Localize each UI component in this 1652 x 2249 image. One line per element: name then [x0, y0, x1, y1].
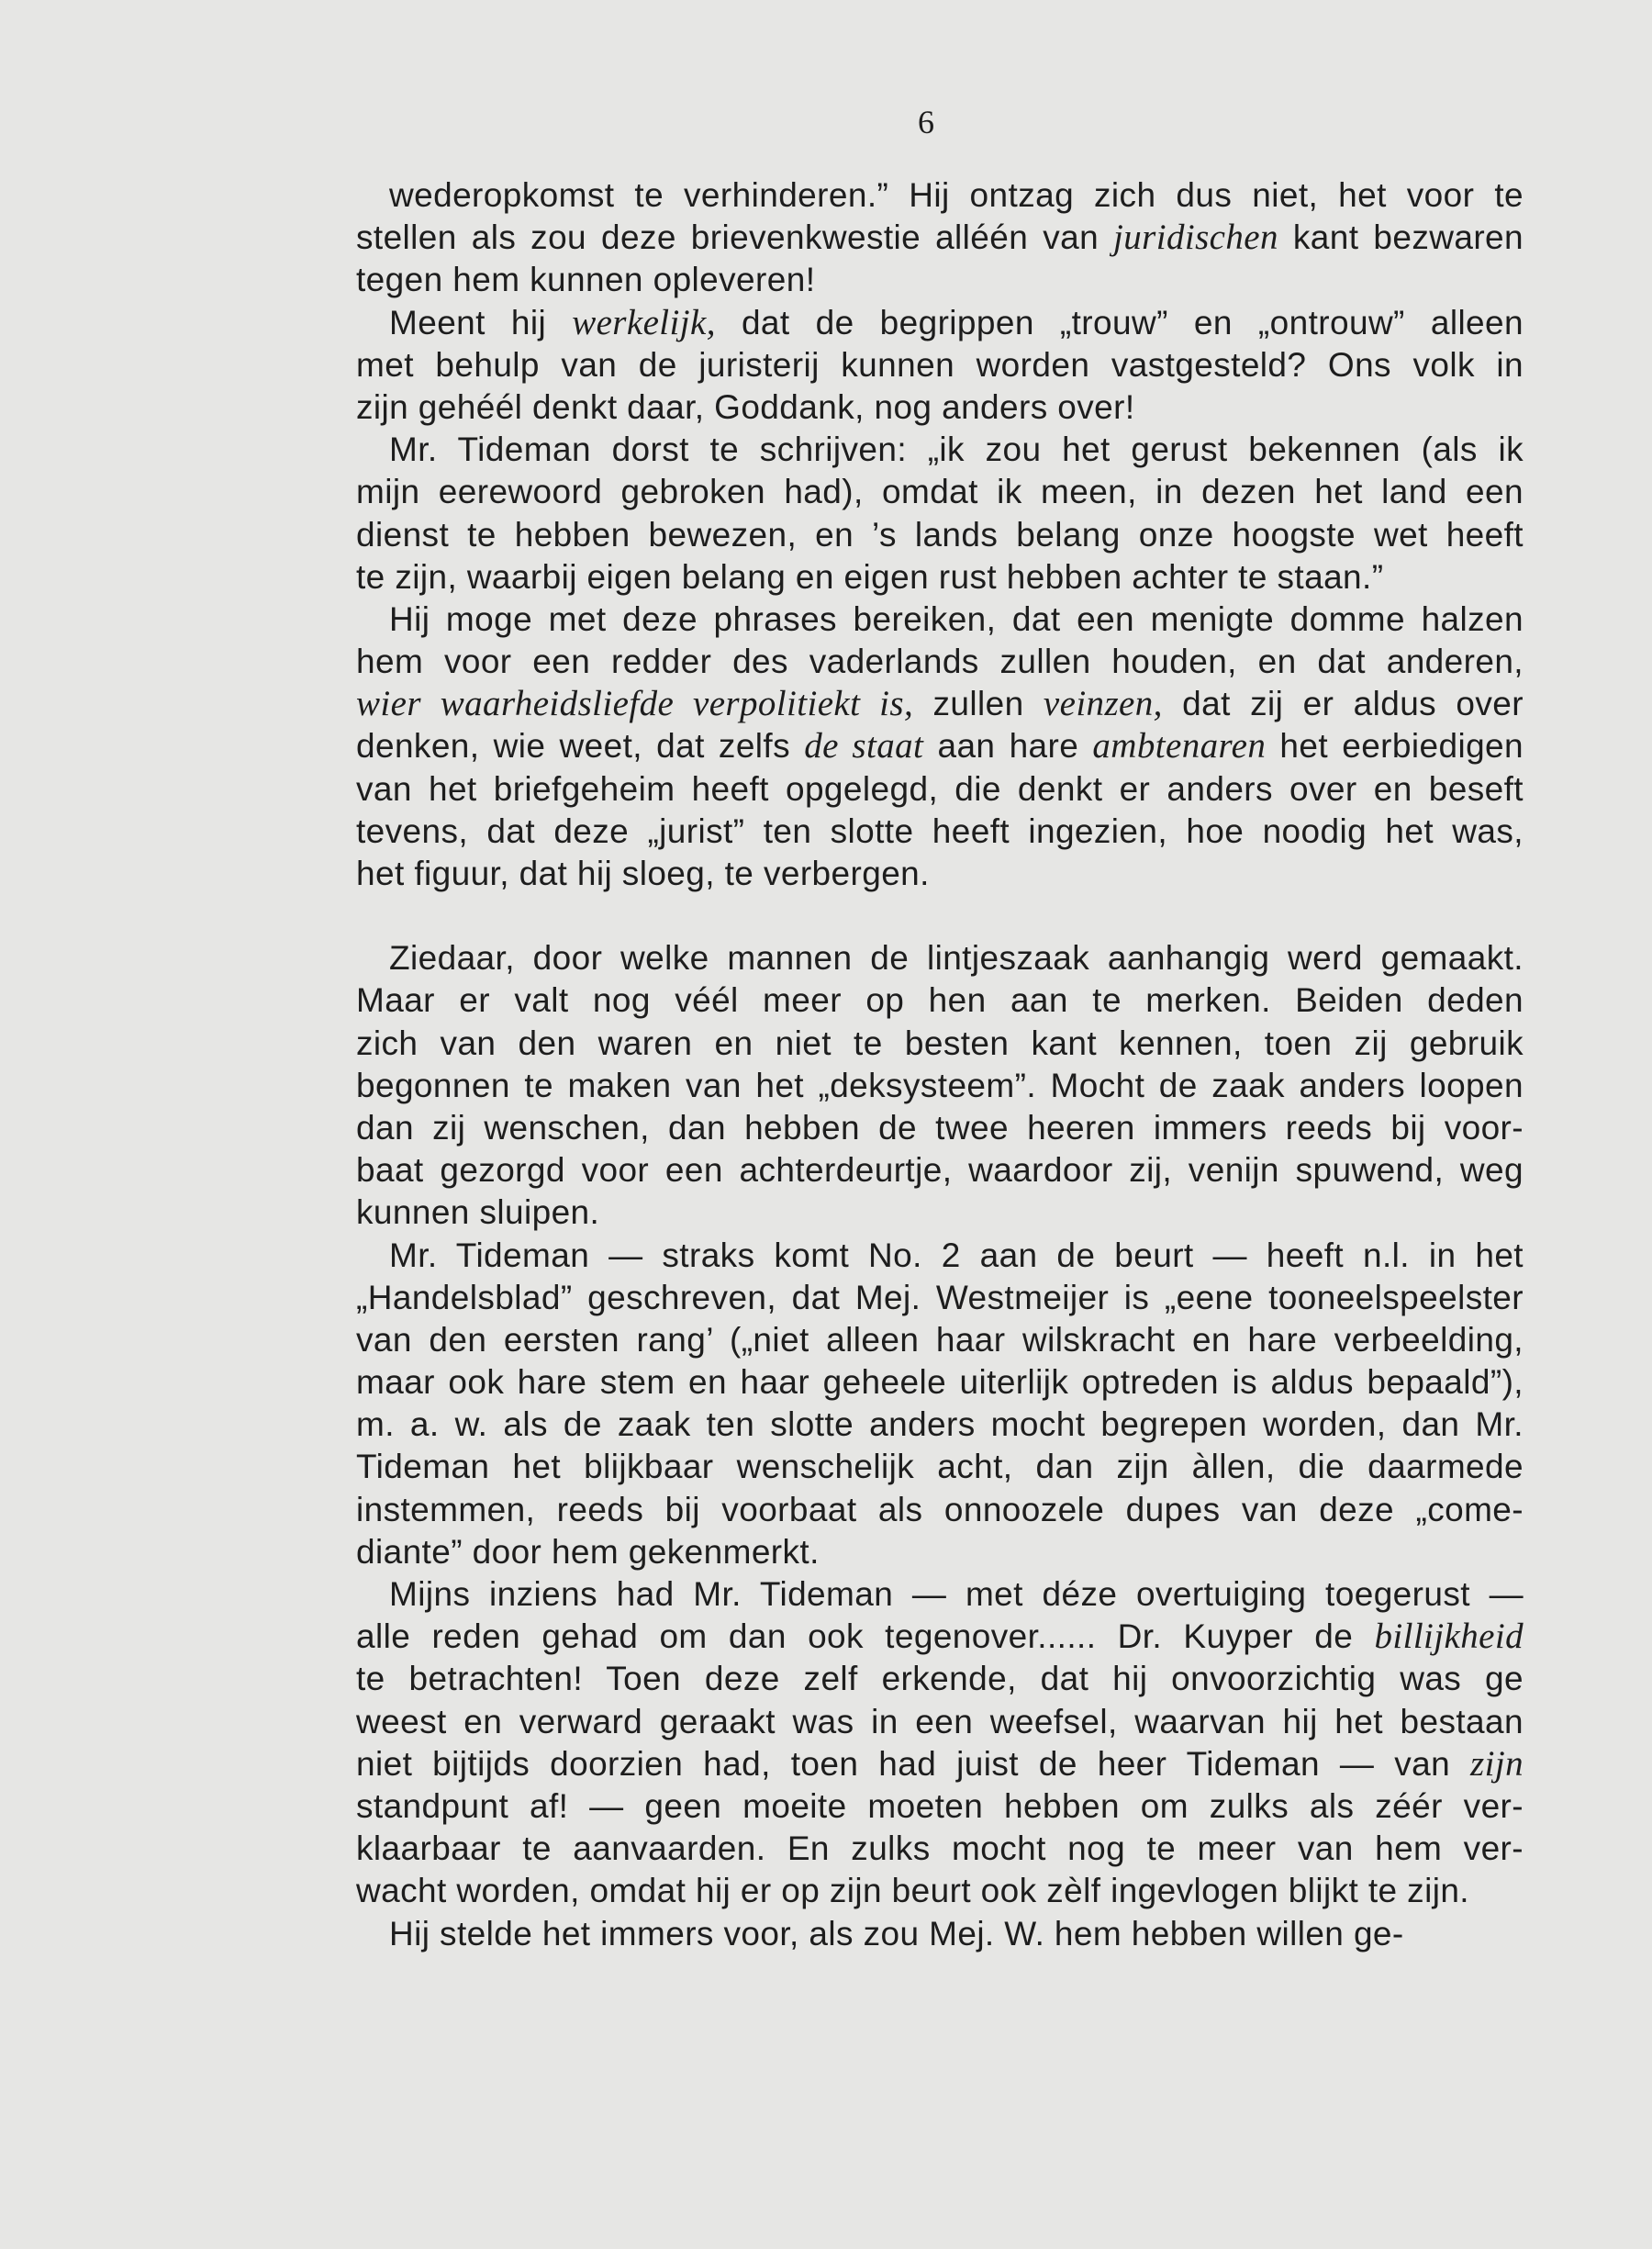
text-line [356, 1319, 1524, 1361]
text-run: van het briefgeheim heeft opgelegd, die denkt er anders over en beseft [356, 769, 1524, 808]
paragraph [356, 1235, 1524, 1574]
page-number: 6 [918, 104, 934, 140]
text-line [356, 386, 1524, 429]
text-line [356, 1785, 1524, 1828]
text-run: Mr. Tideman — straks komt No. 2 aan de beurt — heeft n.l. in het [389, 1236, 1524, 1274]
text-run: aan hare [923, 727, 1093, 766]
italic-text: juridischen [1113, 218, 1278, 258]
text-line [356, 1107, 1524, 1149]
text-run: Mijns inziens had Mr. Tideman — met déze overtuiging toegerust — [389, 1575, 1524, 1613]
text-line [356, 1446, 1524, 1488]
paragraph [356, 1573, 1524, 1913]
text-run: te zijn, waarbij eigen belang en eigen rust hebben achter te staan.” [356, 557, 1384, 596]
text-line [356, 1277, 1524, 1319]
italic-text: ambtenaren [1092, 726, 1267, 766]
text-line [356, 1828, 1524, 1870]
text-run: wacht worden, omdat hij er op zijn beurt ook zèlf ingevlogen blijkt te zijn. [356, 1872, 1469, 1910]
text-run: wederopkomst te verhinderen.” Hij ontzag zich dus niet, het voor te [389, 176, 1524, 214]
text-line [356, 725, 1524, 767]
text-line [356, 1658, 1524, 1700]
text-line [356, 683, 1524, 725]
text-run: Hij moge met deze phrases bereiken, dat een menigte domme halzen [389, 599, 1524, 638]
body-text [356, 174, 1524, 1955]
text-line [356, 429, 1524, 471]
text-line [356, 174, 1524, 217]
text-run: stellen als zou deze brievenkwestie alléén van [356, 218, 1114, 257]
text-run: dat zij er aldus over [1162, 685, 1524, 723]
text-run: diante” door hem gekenmerkt. [356, 1532, 820, 1571]
text-line [356, 979, 1524, 1022]
italic-text: billijkheid [1374, 1617, 1524, 1657]
text-run: maar ook hare stem en haar geheele uiterlijk optreden is aldus bepaald”), [356, 1363, 1524, 1402]
text-run: met behulp van de juristerij kunnen worden vastgesteld? Ons volk in [356, 345, 1524, 384]
text-line [356, 259, 1524, 301]
text-run: Mr. Tideman dorst te schrijven: „ik zou het gerust bekennen (als ik [389, 431, 1524, 469]
text-line [356, 1573, 1524, 1616]
paragraph [356, 599, 1524, 895]
text-run: het figuur, dat hij sloeg, te verbergen. [356, 855, 930, 892]
text-run: het eerbiedigen [1266, 727, 1524, 766]
text-run: instemmen, reeds bij voorbaat als onnoozele dupes van deze „come- [356, 1490, 1524, 1528]
text-run: weest en verward geraakt was in een weefsel, waarvan hij het bestaan [356, 1702, 1524, 1740]
paragraph [356, 174, 1524, 302]
text-line [356, 853, 1524, 895]
text-line [356, 344, 1524, 386]
text-line [356, 217, 1524, 259]
italic-text: de staat [804, 726, 924, 766]
paragraph [356, 302, 1524, 430]
text-line [356, 1065, 1524, 1107]
paragraph [356, 429, 1524, 599]
text-line [356, 768, 1524, 811]
text-run: tegen hem kunnen opleveren! [356, 261, 816, 299]
text-line [356, 1404, 1524, 1446]
text-line [356, 556, 1524, 599]
text-run: hem voor een redder des vaderlands zullen houden, en dat anderen, [356, 643, 1524, 681]
text-run: zullen [913, 685, 1044, 723]
text-run: Tideman het blijkbaar wenschelijk acht, dan zijn àllen, die daarmede [356, 1448, 1524, 1486]
text-line [356, 1235, 1524, 1277]
text-run: Meent hij [389, 303, 573, 341]
text-run: dienst te hebben bewezen, en ’s lands belang onze hoogste wet heeft [356, 515, 1524, 554]
text-line [356, 1489, 1524, 1531]
text-run: tevens, dat deze „jurist” ten slotte heeft ingezien, hoe noodig het was, [356, 811, 1524, 850]
italic-text: zijn [1470, 1743, 1524, 1784]
text-line [356, 1870, 1524, 1912]
text-run: Hij stelde het immers voor, als zou Mej. W. hem hebben willen ge- [389, 1914, 1404, 1952]
paragraph [356, 937, 1524, 1234]
text-line [356, 1531, 1524, 1573]
text-run: m. a. w. als de zaak ten slotte anders mocht begrepen worden, dan Mr. [356, 1405, 1524, 1444]
text-run: dat de begrippen „trouw” en „ontrouw” alleen [715, 303, 1524, 341]
text-run: alle reden gehad om dan ook tegenover...... Dr. Kuyper de [356, 1617, 1375, 1656]
text-run: van den eersten rang’ („niet alleen haar wilskracht en hare verbeelding, [356, 1320, 1524, 1359]
text-run: te betrachten! Toen deze zelf erkende, dat hij onvoorzichtig was ge [356, 1660, 1524, 1698]
text-run: dan zij wenschen, dan hebben de twee heeren immers reeds bij voor- [356, 1108, 1524, 1147]
text-run: mijn eerewoord gebroken had), omdat ik meen, in dezen het land een [356, 473, 1524, 511]
text-line [356, 641, 1524, 683]
italic-text: werkelijk, [572, 302, 716, 342]
text-line [356, 514, 1524, 556]
section-gap [356, 895, 1524, 937]
text-line [356, 811, 1524, 853]
text-line [356, 937, 1524, 979]
text-line [356, 1743, 1524, 1785]
text-line [356, 1701, 1524, 1743]
text-run: standpunt af! — geen moeite moeten hebben om zulks als zéér ver- [356, 1786, 1524, 1825]
text-run: zich van den waren en niet te besten kant kennen, toen zij gebruik [356, 1024, 1524, 1062]
text-run: zijn gehéél denkt daar, Goddank, nog anders over! [356, 387, 1135, 426]
text-line [356, 302, 1524, 344]
text-run: baat gezorgd voor een achterdeurtje, waardoor zij, venijn spuwend, weg [356, 1151, 1524, 1190]
text-line [356, 1023, 1524, 1065]
text-run: kunnen sluipen. [356, 1193, 600, 1232]
text-line [356, 1192, 1524, 1234]
text-run: „Handelsblad” geschreven, dat Mej. Westmeijer is „eene tooneelspeelster [356, 1278, 1524, 1316]
text-run: begonnen te maken van het „deksysteem”. Mocht de zaak anders loopen [356, 1066, 1524, 1104]
text-run: Maar er valt nog véél meer op hen aan te merken. Beiden deden [356, 981, 1524, 1020]
text-run: klaarbaar te aanvaarden. En zulks mocht nog te meer van hem ver- [356, 1829, 1524, 1868]
text-run: Ziedaar, door welke mannen de lintjeszaak aanhangig werd gemaakt. [389, 939, 1524, 978]
italic-text: veinzen, [1043, 684, 1163, 724]
paragraph [356, 1913, 1524, 1955]
text-line [356, 471, 1524, 513]
text-line [356, 1913, 1524, 1955]
text-line [356, 1616, 1524, 1658]
text-line [356, 599, 1524, 641]
italic-text: wier waarheidsliefde verpolitiekt is, [356, 684, 914, 724]
text-run: denken, wie weet, dat zelfs [356, 727, 805, 766]
text-run: niet bijtijds doorzien had, toen had juist de heer Tideman — van [356, 1744, 1471, 1783]
text-line [356, 1361, 1524, 1404]
text-run: kant bezwaren [1278, 218, 1524, 257]
text-line [356, 1149, 1524, 1192]
